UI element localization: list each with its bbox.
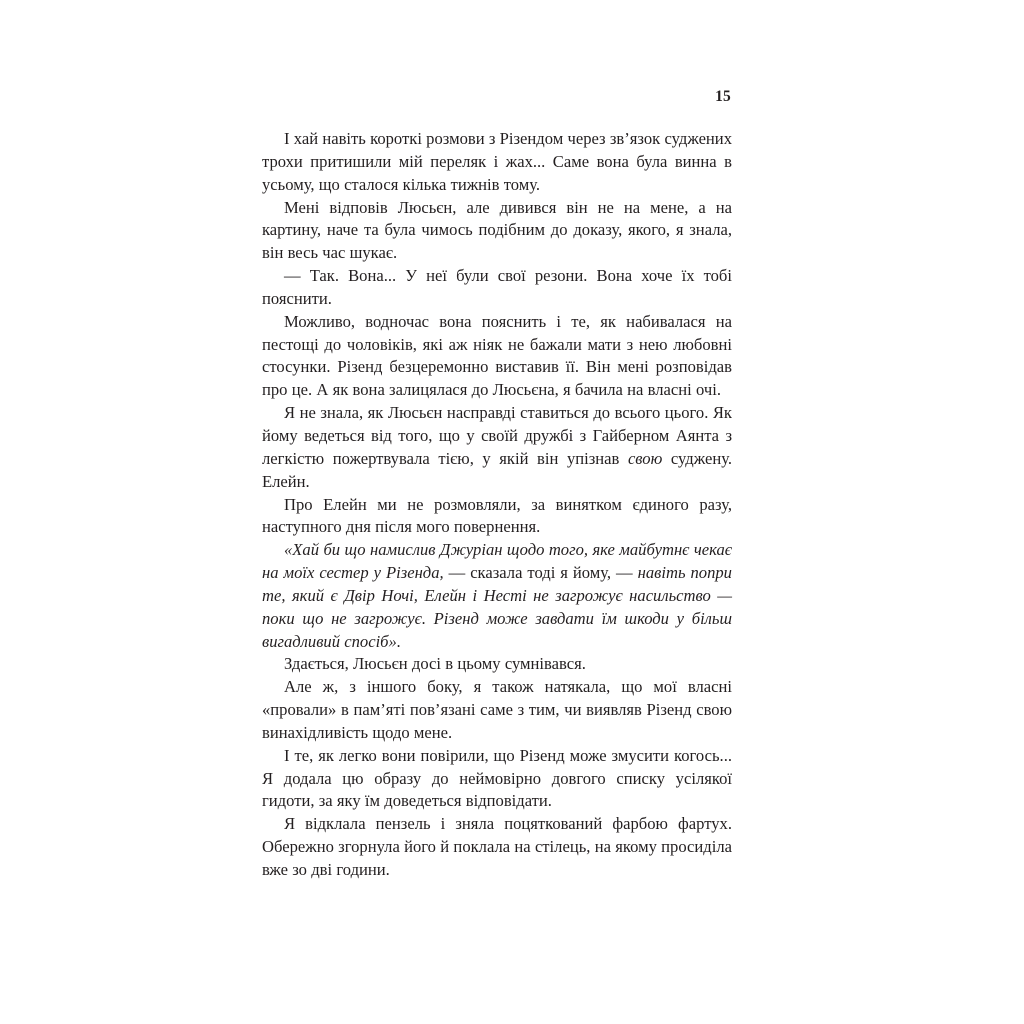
paragraph: Здається, Люсьєн досі в цьому сумнівався. [284, 654, 586, 674]
quote-run: «Хай би що намислив Джуріан щодо того, яке майбутнє чекає на моїх сестер у Різенда, [262, 540, 732, 583]
quote-run: навіть попри те, який є Двір Ночі, Елейн і Несті не загрожує насильство — поки що не загрожує. Різенд може завдати їм шкоди у більш вигадливий спосіб». [262, 563, 732, 651]
paragraph-dialogue: — Так. Вона... У неї були свої резони. Вона хоче їх тобі пояснити. [262, 266, 732, 308]
paragraph: Можливо, водночас вона пояснить і те, як набивалася на пестощі до чоловіків, які аж ніяк не бажали мати з нею любовні стосунки. Різенд безцеремонно виставив її. Він мені розповідав про це. А як вона залицялася до Люсьєна, я бачила на власні очі. [262, 311, 732, 400]
paragraph: Про Елейн ми не розмовляли, за винятком єдиного разу, наступного дня після мого повернення. [262, 494, 732, 537]
emphasis-run: свою [627, 448, 663, 468]
paragraph-quotation [262, 539, 732, 653]
paragraph: Але ж, з іншого боку, я також натякала, що мої власні «провали» в пам’яті пов’язані саме з тим, чи виявляв Різенд свою винахідливість щодо мене. [262, 677, 732, 742]
paragraph: І те, як легко вони повірили, що Різенд може змусити когось... Я додала цю образу до неймовірно довгого списку усілякої гидоти, за яку їм доведеться відповідати. [262, 745, 732, 811]
body-text-block [262, 128, 732, 882]
attribution-run: — сказала тоді я йому, — [443, 563, 638, 583]
paragraph-with-emphasis [262, 402, 732, 493]
page-number: 15 [715, 88, 731, 105]
text-run: суджену. Елейн. [262, 448, 732, 491]
paragraph: І хай навіть короткі розмови з Різендом через зв’язок суджених трохи притишили мій переляк і жах... Саме вона була винна в усьому, що сталося кілька тижнів тому. [262, 129, 732, 194]
paragraph: Мені відповів Люсьєн, але дивився він не на мене, а на картину, наче та була чимось подібним до доказу, якого, я знала, він весь час шукає. [262, 197, 732, 263]
text-run: Я не знала, як Люсьєн насправді ставиться до всього цього. Як йому ведеться від того, що у своїй дружбі з Гайберном Аянта з легкістю пожертвувала тією, у якій він упізнав [262, 403, 732, 468]
paragraph: Я відклала пензель і зняла поцяткований фарбою фартух. Обережно згорнула його й поклала на стілець, на якому просиділа вже зо дві години. [262, 814, 732, 879]
